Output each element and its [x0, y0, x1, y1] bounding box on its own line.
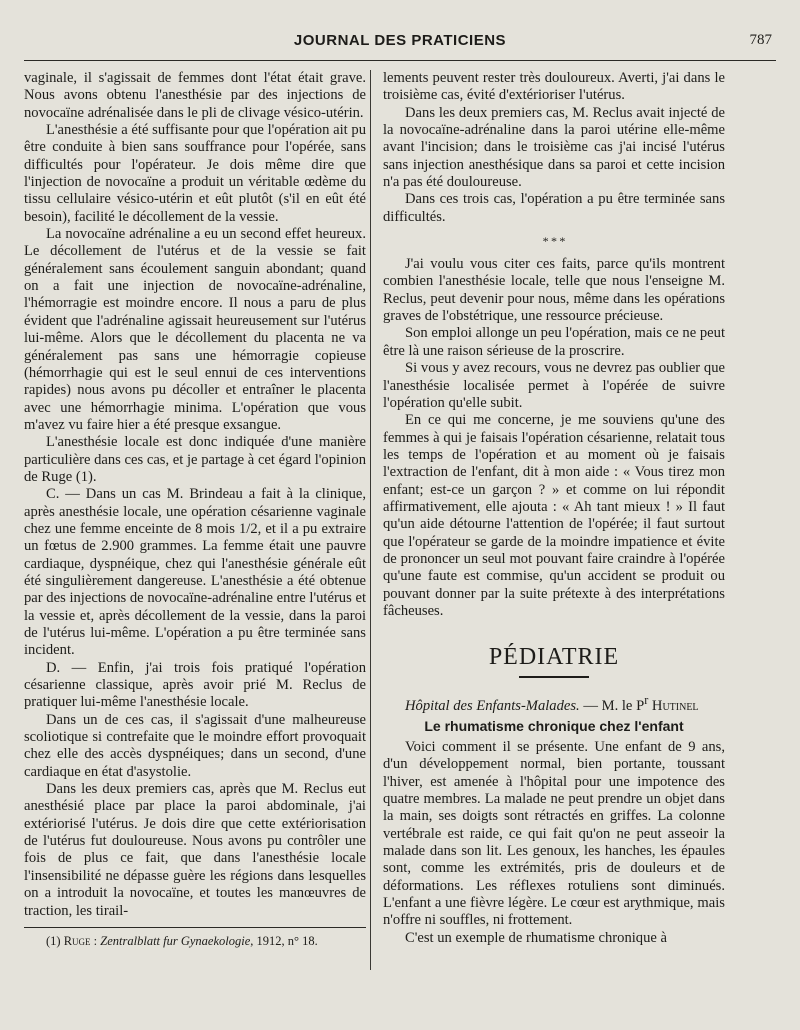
- paragraph: C. — Dans un cas M. Brindeau a fait à la clinique, après anesthésie locale, une opération césarienne vaginale chez une femme enceinte de 8 mois 1/2, et il a pu extraire un fœtus de 2.900 grammes. La femme était une pauvre cardiaque, dyspnéique, chez qui l'anesthésie générale eût été singulièrement dangereuse. L'anesthésie a été obtenue par des injections de novocaïne-adrénaline entre l'utérus et la vessie et, après décollement de la vessie, dans la paroi de l'utérus lui-même. L'opération a pu être terminée sans incident.: [24, 486, 366, 659]
- footnote-journal: Zentralblatt fur Gynaekologie: [100, 933, 251, 948]
- paragraph: L'anesthésie locale est donc indiquée d'une manière particulière dans ces cas, et je partage à cet égard l'opinion de Ruge (1).: [24, 434, 366, 485]
- right-column: [383, 70, 725, 947]
- paragraph: En ce qui me concerne, je me souviens qu'une des femmes à qui je faisais l'opération césarienne, relatait tous les temps de l'opération et au moment où je faisais l'extraction de l'enfant, dit à mon aide : « Vous tirez mon enfant; est-ce un garçon ? » et comme on lui répondit affirmativement, elle ajouta : « Ah tant mieux ! » Il faut qu'un aide détourne l'attention de l'opérée; il faut surtout que l'opérateur se garde de la moindre impatience et évite de prononcer un seul mot pouvant faire craindre à l'opérée qu'une faute est commise, qu'un accident se produit ou pouvant donner par la suite prétexte à des interprétations fâcheuses.: [383, 412, 725, 619]
- paragraph: vaginale, il s'agissait de femmes dont l'état était grave. Nous avons obtenu l'anesthésie par des injections de novocaïne adrénalisée dans le pli de clivage vésico-utérin.: [24, 70, 366, 121]
- byline: [383, 692, 725, 715]
- paragraph: L'anesthésie a été suffisante pour que l'opération ait pu être conduite à bien sans souffrance pour l'opérée, sans difficultés pour l'opérateur. Je dois même dire que l'injection de novocaïne a produit un véritable œdème du tissu cellulaire vésico-utérin et eût plutôt (s'il en eût été besoin), facilité le décollement de la vessie.: [24, 122, 366, 225]
- footnote-marker: (1): [46, 933, 61, 948]
- page-number: 787: [749, 32, 772, 48]
- article-title: Le rhumatisme chronique chez l'enfant: [424, 718, 684, 735]
- byline-hospital: Hôpital des Enfants-Malades.: [405, 697, 580, 714]
- paragraph: C'est un exemple de rhumatisme chronique à: [405, 929, 667, 946]
- footnote-author: Ruge: [63, 933, 91, 948]
- byline-superscript: r: [644, 692, 649, 707]
- paragraph: Si vous y avez recours, vous ne devrez pas oublier que l'anesthésie localisée permet à l'opérée de suivre l'opération qu'elle subit.: [383, 360, 725, 411]
- paragraph: Dans les deux premiers cas, M. Reclus avait injecté de la novocaïne-adrénaline dans la paroi utérine elle-même avant l'incision; dans le troisième cas j'ai incisé l'utérus sans injection anesthésique dans sa paroi et cette incision n'a pas été douloureuse.: [383, 104, 725, 191]
- left-column: [24, 70, 366, 949]
- journal-title: JOURNAL DES PRATICIENS: [293, 32, 507, 49]
- byline-author: Hutinel: [648, 697, 699, 714]
- paragraph: lements peuvent rester très douloureux. Averti, j'ai dans le troisième cas, évité d'extérioriser l'utérus.: [383, 70, 725, 104]
- paragraph: Voici comment il se présente. Une enfant de 9 ans, d'un développement normal, bien portante, toussant l'hiver, est amenée à l'hôpital pour une impotence des quatre membres. La malade ne peut prendre un objet dans la main, ses doigts sont rétractés en griffes. La colonne vertébrale est raide, ce qui fait qu'on ne peut asseoir la malade dans son lit. Les genoux, les hanches, les épaules sont, comme les extrémités, pris de douleurs et de déformations. Les réflexes rotuliens sont diminués. L'enfant a une fièvre légère. Le cœur est arythmique, mais n'offre ni souffles, ni frottement.: [383, 739, 725, 929]
- footnote-rest: , 1912, n° 18.: [250, 933, 318, 948]
- paragraph: Dans un de ces cas, il s'agissait d'une malheureuse scoliotique si contrefaite que le moindre effort provoquait chez elle des accès dyspnéiques; dans un second, d'une cardiaque en état d'asystolie.: [24, 711, 366, 780]
- section-heading: PÉDIATRIE: [488, 644, 620, 671]
- column-divider: [370, 70, 371, 970]
- footnote-rule: [24, 927, 366, 928]
- heading-rule: [519, 676, 589, 678]
- footnote: (1) Ruge : Zentralblatt fur Gynaekologie, 1912, n° 18.: [46, 933, 318, 948]
- paragraph: La novocaïne adrénaline a eu un second effet heureux. Le décollement de l'utérus et de la vessie se fait généralement sans écoulement sanguin abondant; quand on a fait une injection de novocaïne-adrénaline, l'hémorragie est moindre encore. Il nous a paru de plus évident que l'adrénaline agissait heureusement sur l'utérus lui-même. Alors que le décollement du placenta ne va généralement pas sans une hémorragie copieuse (hémorrhagie qui est le seul ennui de ces interventions rapides) nous avons pu décoller et entraîner le placenta avec une hémorrhagie minima. L'opération que vous m'avez vu faire hier a été presque exsangue.: [24, 226, 366, 433]
- paragraph: Dans ces trois cas, l'opération a pu être terminée sans difficultés.: [383, 191, 725, 225]
- paragraph: J'ai voulu vous citer ces faits, parce qu'ils montrent combien l'anesthésie locale, telle que nous l'enseigne M. Reclus, peut devenir pour nous, même dans les opérations graves de l'obstétrique, une ressource précieuse.: [383, 256, 725, 325]
- paragraph: Dans les deux premiers cas, après que M. Reclus eut anesthésié place par place la paroi abdominale, j'ai extériorisé l'utérus. Je dois dire que cette extériorisation de l'utérus fut douloureuse. Nous avons pu contrôler une fois de plus ce fait, que dans l'anesthésie locale l'insensibilité ne dépasse guère les régions dans lesquelles on a introduit la novocaïne, et toutes les manœuvres de traction, les tirail-: [24, 781, 366, 919]
- paragraph: D. — Enfin, j'ai trois fois pratiqué l'opération césarienne classique, après avoir prié M. Reclus de pratiquer lui-même l'anesthésie locale.: [24, 659, 366, 711]
- byline-dash: — M. le P: [579, 697, 645, 714]
- paragraph: Son emploi allonge un peu l'opération, mais ce ne peut être là une raison sérieuse de la proscrire.: [383, 325, 725, 359]
- section-separator: * * *: [542, 234, 566, 249]
- running-header: [24, 26, 776, 61]
